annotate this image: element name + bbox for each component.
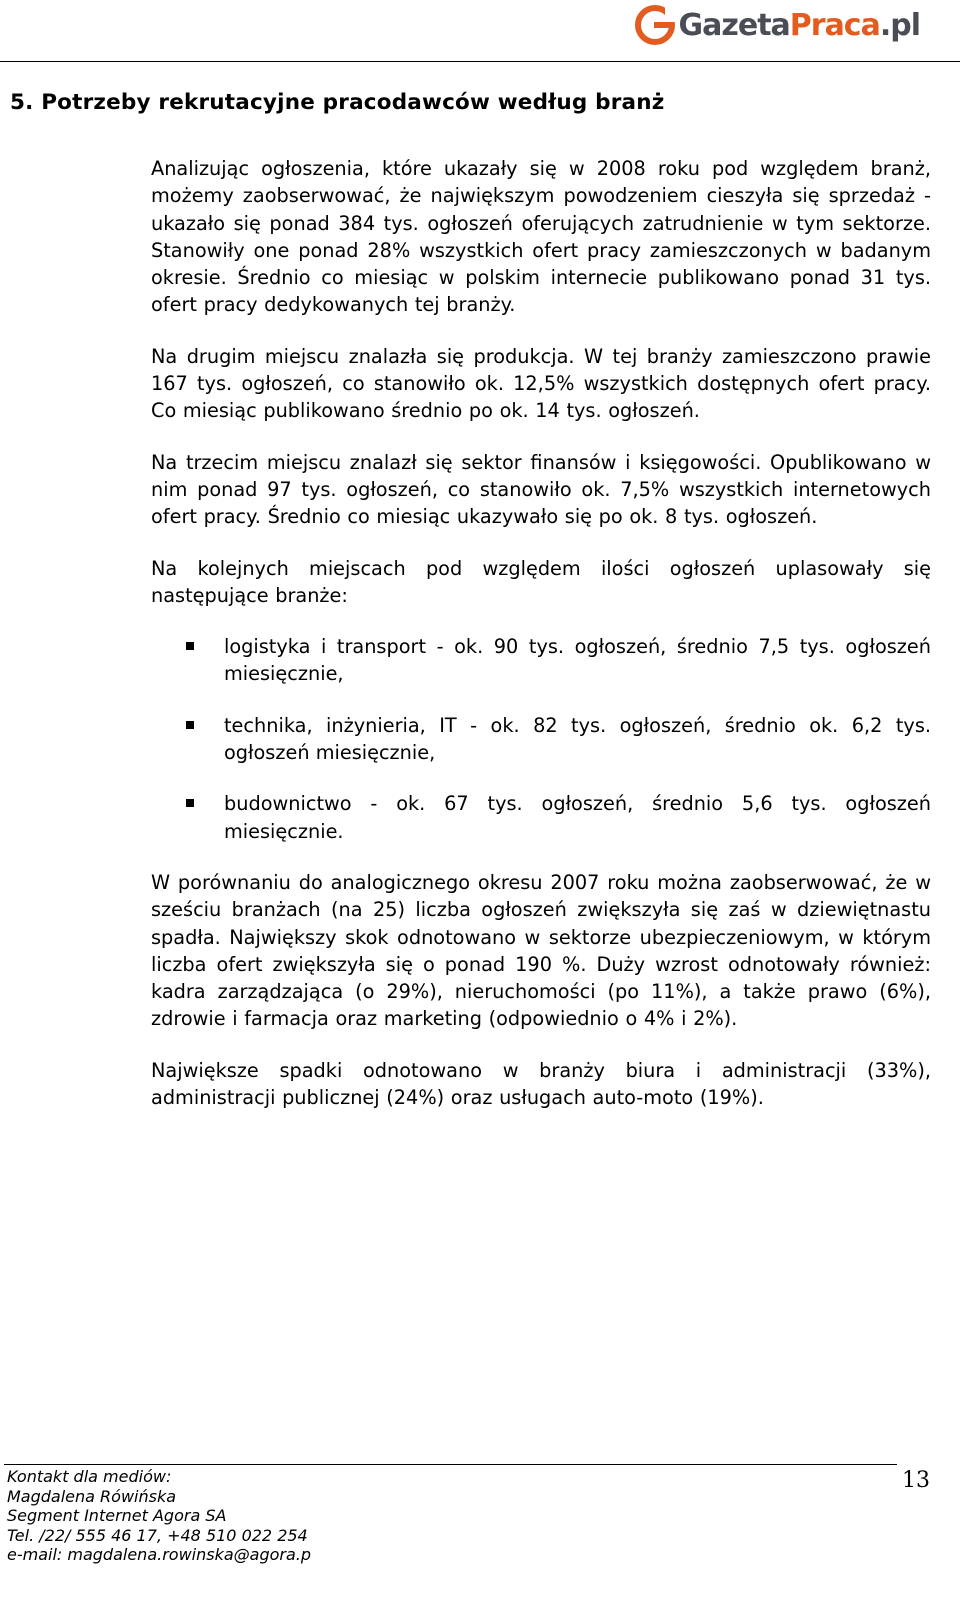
footer-divider	[4, 1464, 897, 1465]
footer-contact-email[interactable]: e-mail: magdalena.rowinska@agora.p	[7, 1545, 312, 1564]
gazetapraca-logo-icon	[635, 5, 675, 45]
industries-list	[151, 633, 931, 845]
logo-part-gazeta: Gazeta	[678, 7, 790, 43]
paragraph-other-industries-intro: Na kolejnych miejscach pod względem ilości ogłoszeń uplasowały się następujące branże:	[151, 556, 931, 607]
list-item-text: technika, inżynieria, IT - ok. 82 tys. ogłoszeń, średnio ok. 6,2 tys. ogłoszeń miesięcznie,	[224, 713, 931, 765]
section-title: 5. Potrzeby rekrutacyjne pracodawców według branż	[10, 90, 665, 115]
paragraph-production: Na drugim miejscu znalazła się produkcja. W tej branży zamieszczono prawie 167 tys. ogłoszeń, co stanowiło ok. 12,5% wszystkich dostępnych ofert pracy. Co miesiąc publikowano średnio po ok. 14 tys. ogłoszeń.	[151, 344, 931, 423]
square-bullet-icon	[186, 721, 194, 729]
page-number: 13	[902, 1468, 930, 1493]
paragraph-sales: Analizując ogłoszenia, które ukazały się w 2008 roku pod względem branż, możemy zaobserwować, że największym powodzeniem cieszyła się sprzedaż - ukazało się ponad 384 tys. ogłoszeń oferujących zatrudnienie w tym sektorze. Stanowiły one ponad 28% wszystkich ofert pracy zamieszczonych w badanym okresie. Średnio co miesiąc w polskim internecie publikowano ponad 31 tys. ofert pracy dedykowanych tej branży.	[151, 157, 931, 317]
footer-contact-phone: Tel. /22/ 555 46 17, +48 510 022 254	[7, 1525, 308, 1545]
paragraph-declines: Największe spadki odnotowano w branży biura i administracji (33%), administracji publicznej (24%) oraz usługach auto-moto (19%).	[151, 1058, 931, 1110]
list-item	[151, 790, 931, 845]
paragraph-finance: Na trzecim miejscu znalazł się sektor finansów i księgowości. Opublikowano w nim ponad 97 tys. ogłoszeń, co stanowiło ok. 7,5% wszystkich internetowych ofert pracy. Średnio co miesiąc ukazywało się po ok. 8 tys. ogłoszeń.	[151, 450, 931, 529]
logo-part-praca: Praca	[789, 7, 880, 43]
footer-contact-heading: Kontakt dla mediów:	[7, 1467, 172, 1486]
document-body	[151, 155, 931, 1135]
list-item	[151, 712, 931, 767]
paragraph-comparison-2007: W porównaniu do analogicznego okresu 2007 roku można zaobserwować, że w sześciu branżach (na 25) liczba ogłoszeń zwiększyła się zaś w dziewiętnastu spadła. Największy skok odnotowano w sektorze ubezpieczeniowym, w którym liczba ofert zwiększyła się o ponad 190 %. Duży wzrost odnotowały również: kadra zarządzająca (o 29%), nieruchomości (po 11%), a także prawo (6%), zdrowie i farmacja oraz marketing (odpowiednio o 4% i 2%).	[151, 870, 931, 1031]
list-item	[151, 633, 931, 688]
square-bullet-icon	[186, 642, 194, 650]
footer-contact	[7, 1467, 311, 1565]
logo-wordmark	[679, 8, 920, 43]
list-item-text: budownictwo - ok. 67 tys. ogłoszeń, średnio 5,6 tys. ogłoszeń miesięcznie.	[224, 792, 931, 843]
header-divider	[0, 61, 960, 62]
footer-contact-name: Magdalena Rówińska	[7, 1486, 177, 1506]
gazetapraca-logo	[635, 2, 920, 48]
logo-part-pl: .pl	[879, 7, 920, 43]
square-bullet-icon	[186, 799, 194, 807]
list-item-text: logistyka i transport - ok. 90 tys. ogłoszeń, średnio 7,5 tys. ogłoszeń miesięcznie,	[224, 635, 931, 686]
footer-contact-company: Segment Internet Agora SA	[7, 1506, 227, 1525]
